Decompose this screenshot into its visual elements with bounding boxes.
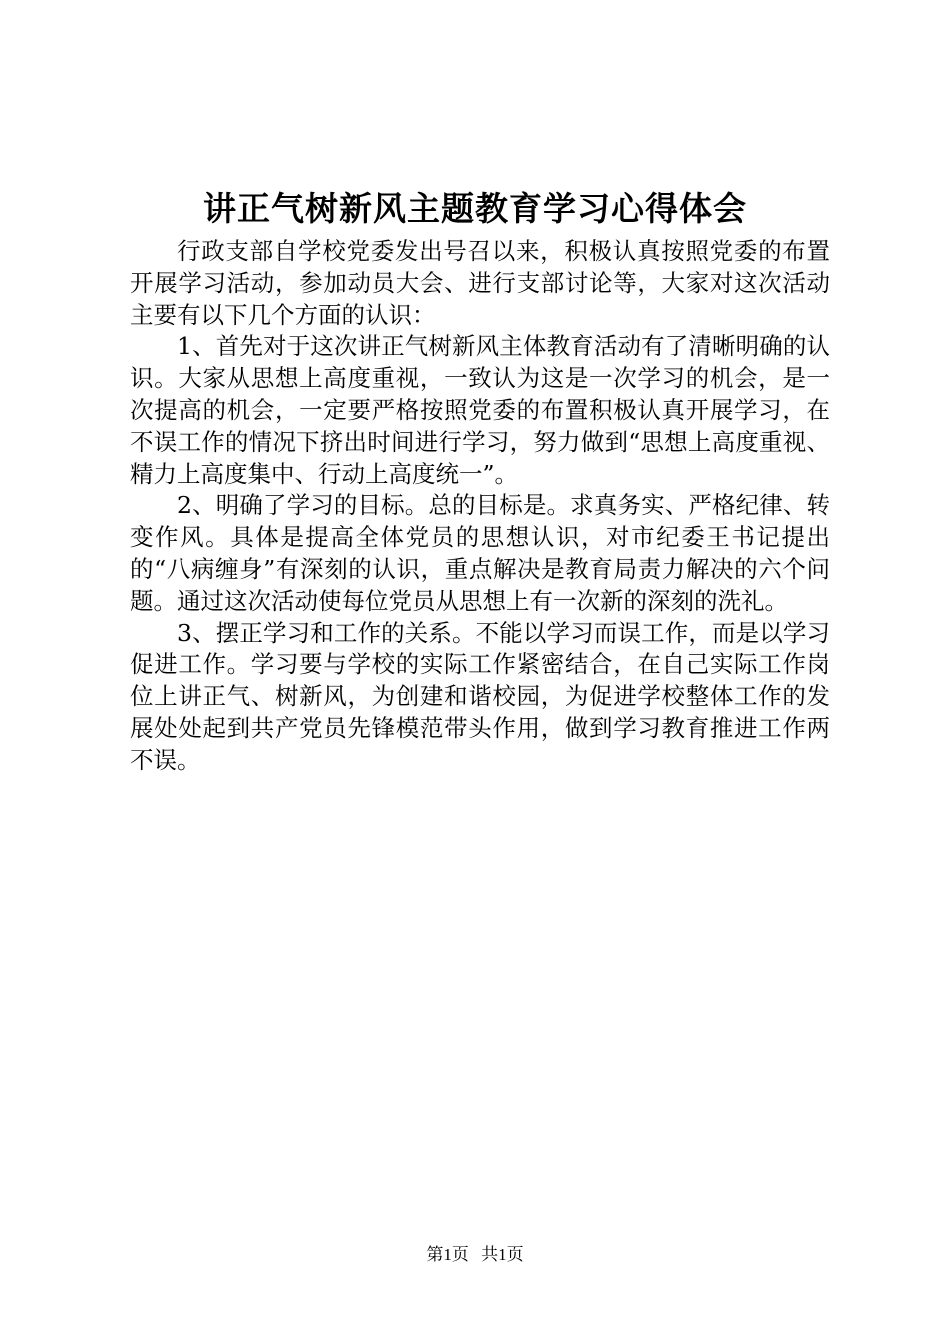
page-number-total: 共1页 bbox=[481, 1245, 524, 1264]
page-number-current: 第1页 bbox=[426, 1245, 469, 1264]
document-title: 讲正气树新风主题教育学习心得体会 bbox=[203, 189, 747, 228]
paragraph-intro: 行政支部自学校党委发出号召以来，积极认真按照党委的布置开展学习活动，参加动员大会、进行支部讨论等，大家对这次活动主要有以下几个方面的认识： bbox=[130, 237, 830, 329]
paragraph-point-1: 1、首先对于这次讲正气树新风主体教育活动有了清晰明确的认识。大家从思想上高度重视，一致认为这是一次学习的机会，是一次提高的机会，一定要严格按照党委的布置积极认真开展学习，在不误工作的情况下挤出时间进行学习，努力做到“思想上高度重视、精力上高度集中、行动上高度统一”。 bbox=[130, 332, 830, 488]
document-body bbox=[130, 236, 830, 777]
paragraph-point-2: 2、明确了学习的目标。总的目标是。求真务实、严格纪律、转变作风。具体是提高全体党员的思想认识，对市纪委王书记提出的“八病缠身”有深刻的认识，重点解决是教育局责力解决的六个问题。通过这次活动使每位党员从思想上有一次新的深刻的洗礼。 bbox=[130, 491, 830, 615]
paragraph-point-3: 3、摆正学习和工作的关系。不能以学习而误工作，而是以学习促进工作。学习要与学校的实际工作紧密结合，在自己实际工作岗位上讲正气、树新风，为创建和谐校园，为促进学校整体工作的发展处处起到共产党员先锋模范带头作用，做到学习教育推进工作两不误。 bbox=[130, 618, 830, 774]
page-footer bbox=[0, 1243, 950, 1267]
